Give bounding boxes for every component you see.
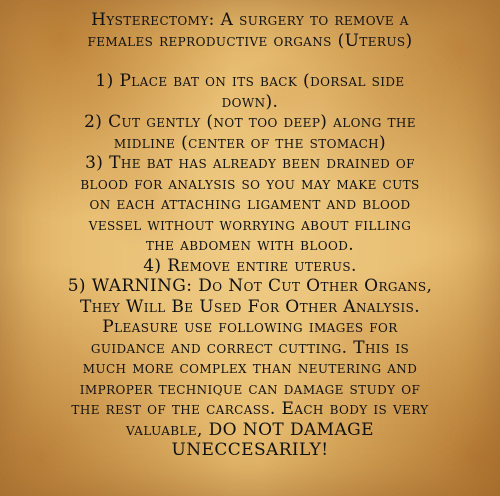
- step-4-line-1: 4) Remove entire uterus.: [143, 255, 357, 276]
- step-5-line-8: valuable, DO NOT DAMAGE: [126, 419, 374, 440]
- step-3-line-5: the abdomen with blood.: [145, 235, 355, 255]
- step-5-line-2: They Will Be Used For Other Analysis.: [79, 296, 421, 317]
- step-2-line-1: 2) Cut gently (not too deep) along the: [84, 112, 416, 132]
- step-3-line-2: blood for analysis so you may make cuts: [80, 173, 420, 194]
- title-line-1: Hysterectomy: A surgery to remove a: [91, 10, 409, 30]
- step-3-line-1: 3) The bat has already been drained of: [85, 153, 415, 173]
- step-5-line-9: UNECCESARILY!: [171, 440, 329, 460]
- spacer: [8, 51, 492, 71]
- step-2-line-2: midline (center of the stomach): [113, 132, 387, 153]
- step-3-line-4: vessel without worrying about filling: [88, 214, 412, 235]
- step-3-line-3: on each attaching ligament and blood: [89, 194, 411, 214]
- step-5-line-7: the rest of the carcass. Each body is very: [71, 399, 429, 419]
- step-5-line-4: guidance and correct cutting. This is: [90, 337, 410, 358]
- title-line-2: females reproductive organs (Uterus): [87, 30, 413, 51]
- step-5-line-1: 5) WARNING: Do Not Cut Other Organs,: [67, 276, 433, 296]
- step-5-line-3: Pleasure use following images for: [102, 317, 398, 337]
- step-5-line-5: much more complex than neutering and: [82, 358, 418, 378]
- step-1-line-2: down).: [221, 91, 279, 112]
- step-1-line-1: 1) Place bat on its back (dorsal side: [95, 71, 405, 91]
- step-5-line-6: improper technique can damage study of: [79, 378, 421, 399]
